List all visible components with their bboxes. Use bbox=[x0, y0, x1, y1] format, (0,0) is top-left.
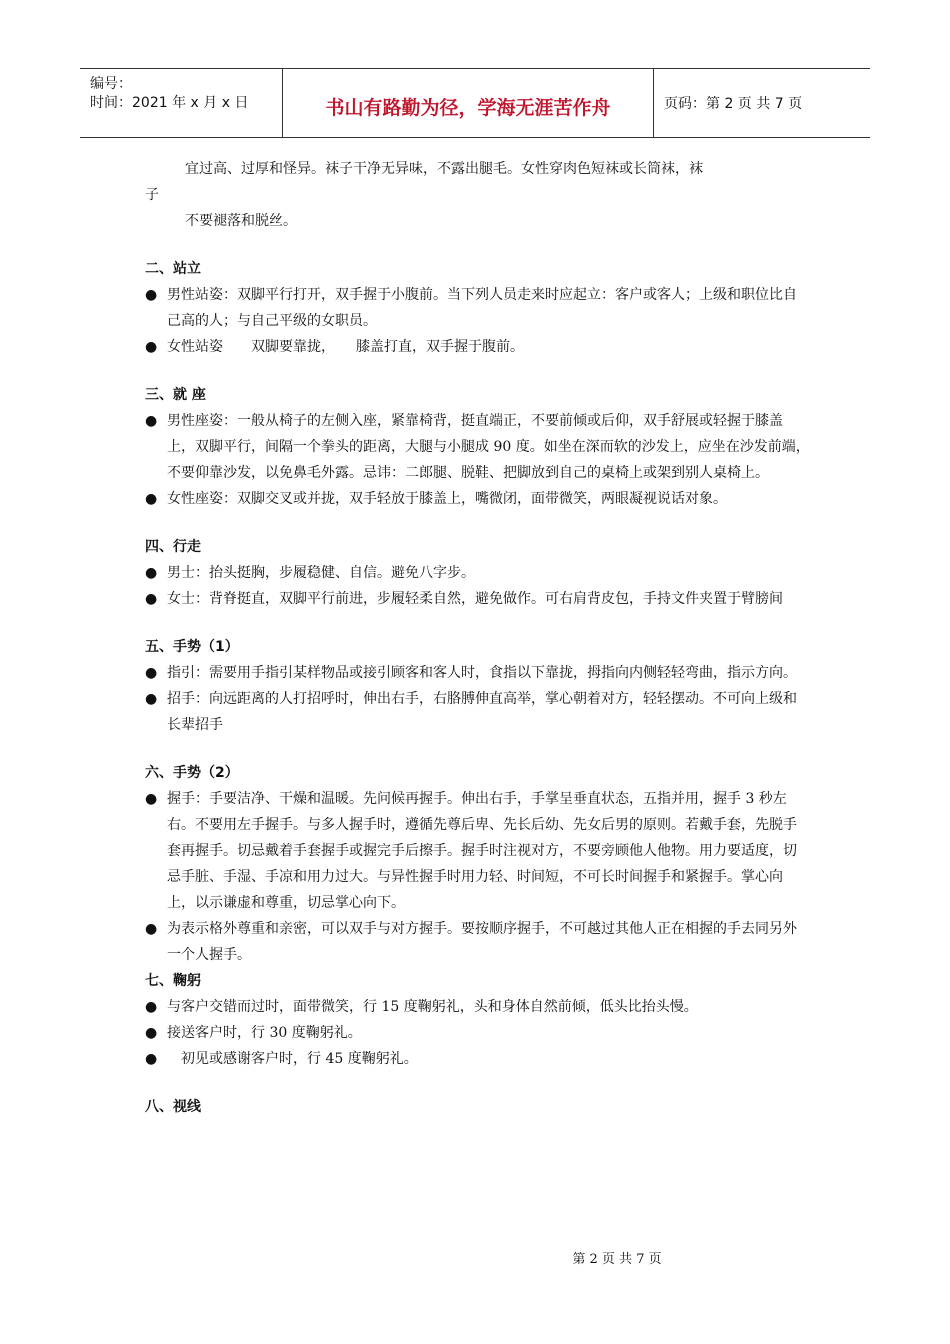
bullet-dot-icon: ● bbox=[145, 339, 158, 355]
document-time-label: 时间：2021 年 x 月 x 日 bbox=[90, 95, 249, 111]
bullet-item bbox=[145, 1046, 810, 1072]
bullet-dot-icon: ● bbox=[145, 413, 158, 429]
bullet-dot-icon: ● bbox=[145, 691, 158, 707]
bullet-text: 男性站姿：双脚平行打开，双手握于小腹前。当下列人员走来时应起立：客户或客人；上级和职位比自己高的人；与自己平级的女职员。 bbox=[167, 287, 797, 329]
section-heading-gesture-1: 五、手势（1） bbox=[145, 639, 239, 655]
bullet-item bbox=[145, 916, 810, 968]
bullet-dot-icon: ● bbox=[145, 665, 158, 681]
bullet-dot-icon: ● bbox=[145, 1051, 158, 1067]
bullet-dot-icon: ● bbox=[145, 491, 158, 507]
bullet-text: 为表示格外尊重和亲密，可以双手与对方握手。要按顺序握手，不可越过其他人正在相握的手去同另外一个人握手。 bbox=[167, 921, 797, 963]
bullet-text: 与客户交错而过时，面带微笑，行 15 度鞠躬礼，头和身体自然前倾，低头比抬头慢。 bbox=[167, 999, 698, 1015]
document-number-label: 编号： bbox=[90, 76, 132, 92]
section-heading-bowing: 七、鞠躬 bbox=[145, 973, 201, 989]
bullet-item bbox=[145, 486, 810, 512]
bullet-text: 招手：向远距离的人打招呼时，伸出右手，右胳膊伸直高举，掌心朝着对方，轻轻摆动。不可向上级和长辈招手 bbox=[167, 691, 797, 733]
intro-line-1: 宜过高、过厚和怪异。袜子干净无异味，不露出腿毛。女性穿肉色短袜或长筒袜，袜 bbox=[185, 161, 703, 177]
header-page-code: 页码：第 2 页 共 7 页 bbox=[664, 96, 803, 112]
header-page-cell bbox=[654, 69, 870, 137]
bullet-dot-icon: ● bbox=[145, 591, 158, 607]
intro-line-2: 子 bbox=[145, 187, 159, 203]
bullet-item bbox=[145, 408, 810, 486]
intro-line-3: 不要褪落和脱丝。 bbox=[185, 213, 297, 229]
bullet-dot-icon: ● bbox=[145, 791, 158, 807]
header-motto: 书山有路勤为径，学海无涯苦作舟 bbox=[325, 97, 611, 119]
bullet-text: 女性站姿 双脚要靠拢， 膝盖打直，双手握于腹前。 bbox=[167, 339, 524, 355]
bullet-dot-icon: ● bbox=[145, 287, 158, 303]
bullet-item bbox=[145, 660, 810, 686]
bullet-text: 指引：需要用手指引某样物品或接引顾客和客人时，食指以下靠拢，拇指向内侧轻轻弯曲，指示方向。 bbox=[167, 665, 797, 681]
bullet-item bbox=[145, 282, 810, 334]
section-heading-sitting: 三、就 座 bbox=[145, 387, 206, 403]
bullet-item bbox=[145, 586, 810, 612]
section-heading-gaze: 八、视线 bbox=[145, 1099, 201, 1115]
bullet-item bbox=[145, 1020, 810, 1046]
bullet-text: 初见或感谢客户时，行 45 度鞠躬礼。 bbox=[167, 1051, 418, 1067]
bullet-text: 男士：抬头挺胸，步履稳健、自信。避免八字步。 bbox=[167, 565, 475, 581]
bullet-text: 女性座姿：双脚交叉或并拢，双手轻放于膝盖上，嘴微闭，面带微笑，两眼凝视说话对象。 bbox=[167, 491, 727, 507]
page-header bbox=[80, 68, 870, 138]
bullet-dot-icon: ● bbox=[145, 921, 158, 937]
bullet-item bbox=[145, 686, 810, 738]
bullet-item bbox=[145, 560, 810, 586]
bullet-item bbox=[145, 334, 810, 360]
bullet-item bbox=[145, 786, 810, 916]
header-motto-cell bbox=[283, 69, 654, 137]
page-footer bbox=[0, 1248, 950, 1267]
document-body bbox=[145, 156, 810, 1120]
bullet-text: 女士：背脊挺直，双脚平行前进，步履轻柔自然，避免做作。可右肩背皮包，手持文件夹置于臂膀间 bbox=[167, 591, 783, 607]
bullet-text: 握手：手要洁净、干燥和温暖。先问候再握手。伸出右手，手掌呈垂直状态，五指并用，握手 3 秒左右。不要用左手握手。与多人握手时，遵循先尊后卑、先长后幼、先女后男的原则。若戴手套，先脱手套再握手。切忌戴着手套握手或握完手后擦手。握手时注视对方，不要旁顾他人他物。用力要适度，切忌手脏、手湿、手凉和用力过大。与异性握手时用力轻、时间短，不可长时间握手和紧握手。掌心向上，以示谦虚和尊重，切忌掌心向下。 bbox=[167, 791, 797, 911]
header-info-cell bbox=[80, 69, 283, 137]
bullet-item bbox=[145, 994, 810, 1020]
bullet-text: 男性座姿：一般从椅子的左侧入座，紧靠椅背，挺直端正，不要前倾或后仰，双手舒展或轻握于膝盖上，双脚平行，间隔一个拳头的距离，大腿与小腿成 90 度。如坐在深而软的沙发上，应坐在沙发前端，不要仰靠沙发，以免鼻毛外露。忌讳：二郎腿、脱鞋、把脚放到自己的桌椅上或架到别人桌椅上。 bbox=[167, 413, 810, 481]
bullet-dot-icon: ● bbox=[145, 565, 158, 581]
section-heading-walking: 四、行走 bbox=[145, 539, 201, 555]
footer-page-number: 第 2 页 共 7 页 bbox=[572, 1252, 662, 1267]
section-heading-standing: 二、站立 bbox=[145, 261, 201, 277]
bullet-text: 接送客户时，行 30 度鞠躬礼。 bbox=[167, 1025, 362, 1041]
bullet-dot-icon: ● bbox=[145, 1025, 158, 1041]
bullet-dot-icon: ● bbox=[145, 999, 158, 1015]
section-heading-gesture-2: 六、手势（2） bbox=[145, 765, 239, 781]
